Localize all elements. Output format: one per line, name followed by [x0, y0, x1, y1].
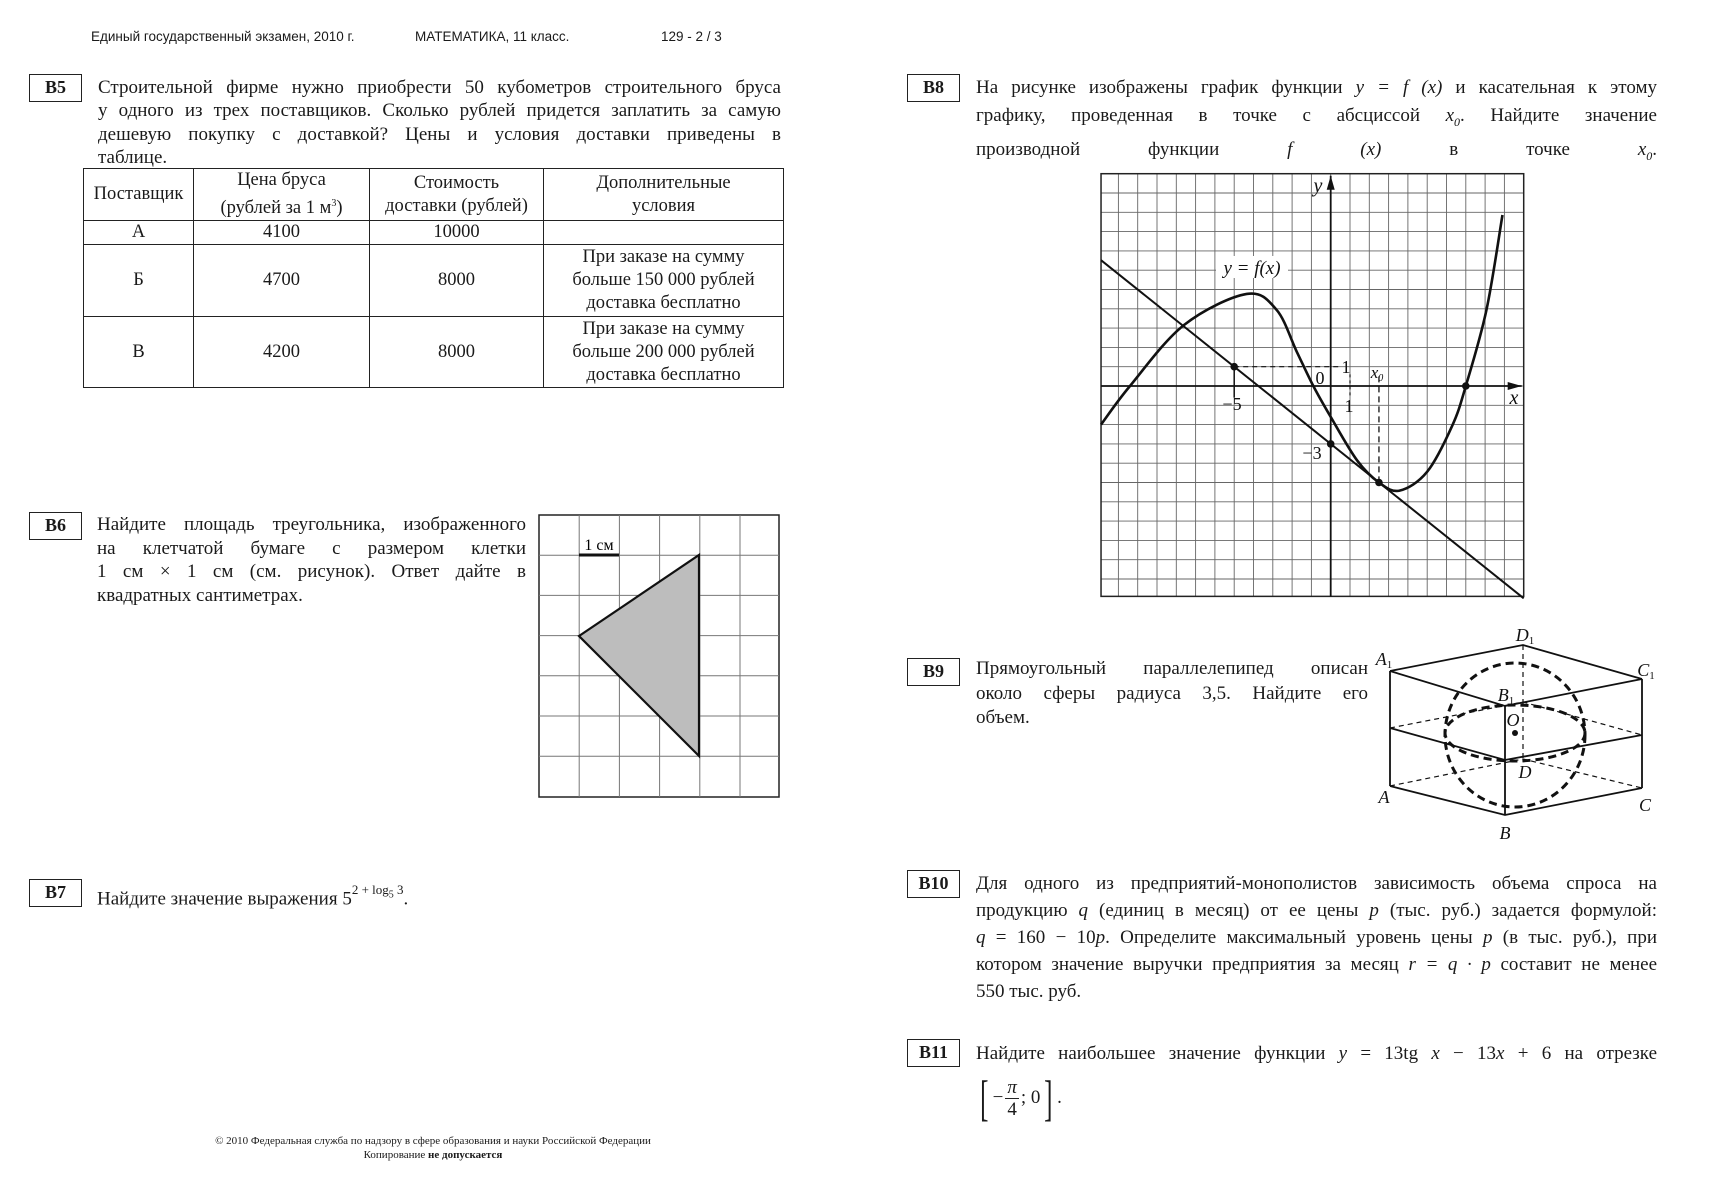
- text-segment: (в тыс. руб.), при: [1492, 927, 1657, 948]
- header-delivery-line1: Стоимость: [413, 172, 500, 193]
- footer-copyright: © 2010 Федеральная служба по надзору в сфере образования и науки Российской Федерации: [215, 1135, 651, 1147]
- text-segment: = 160 − 10: [985, 927, 1096, 948]
- vertex-label-c: C: [1638, 795, 1652, 815]
- text-segment: = 13tg: [1347, 1043, 1432, 1064]
- vertex-label-d1: [1515, 625, 1535, 647]
- text-segment: в точке: [1381, 138, 1638, 160]
- header-price-line1: Цена бруса: [237, 170, 326, 190]
- vertex-letter: D: [1515, 625, 1529, 645]
- text-segment: графику, проведенная в точке с абсциссой: [976, 104, 1446, 126]
- box-edges: [1390, 645, 1642, 815]
- x0-label-main: x: [1370, 363, 1379, 382]
- condition-line: больше 150 000 рублей: [572, 270, 755, 291]
- text-segment: .: [1652, 138, 1657, 160]
- text-segment: у одного из трех поставщиков. Сколько рублей придется заплатить за самую: [98, 100, 781, 122]
- text-segment: На рисунке изображены график функции: [976, 77, 1356, 98]
- b7-base: 5: [342, 888, 352, 910]
- math-expression: $x_0$: [1637, 138, 1653, 163]
- vertex-sub: 1: [1528, 635, 1535, 647]
- scale-label: 1 см: [584, 537, 614, 554]
- question-label-b6: B6: [29, 512, 82, 540]
- question-label-b7: B7: [29, 879, 82, 907]
- text-line: [976, 897, 1657, 924]
- vertex-sub: 1: [1508, 695, 1515, 707]
- cell-supplier: В: [84, 317, 194, 388]
- text-segment: дешевую покупку с доставкой? Цены и условия доставки приведены в: [98, 123, 781, 145]
- question-label-b11: B11: [907, 1039, 960, 1067]
- text-segment: Найдите площадь треугольника, изображенного: [97, 514, 526, 535]
- tick-label-x1: 1: [1344, 396, 1354, 416]
- tick-label-minus5: −5: [1222, 394, 1242, 414]
- header-delivery-line2: доставки (рублей): [385, 195, 528, 216]
- text-segment: − 13: [1439, 1043, 1497, 1064]
- question-label-b10: B10: [907, 870, 960, 898]
- vertex-sub: 1: [1649, 670, 1655, 682]
- text-line: [976, 978, 1657, 1005]
- condition-line: При заказе на сумму: [582, 318, 745, 339]
- text-segment: Прямоугольный параллелепипед описан: [976, 658, 1368, 679]
- text-segment: . Найдите значение: [1460, 104, 1657, 126]
- vertex-letter: C: [1637, 660, 1650, 680]
- vertex-label-a: A: [1378, 787, 1390, 807]
- cell-price: 4700: [194, 245, 370, 317]
- header-conditions-line2: условия: [631, 195, 696, 216]
- vertex-letter: B: [1497, 685, 1509, 705]
- b11-separator: ; 0: [1020, 1087, 1041, 1108]
- math-expression: y: [1338, 1043, 1348, 1064]
- footer-notice: [169, 1149, 697, 1161]
- header-price-close: ): [336, 198, 343, 219]
- math-expression: r = q · p: [1408, 954, 1491, 975]
- b11-period: .: [1057, 1087, 1062, 1108]
- math-expression: p: [1482, 927, 1493, 948]
- b11-minus: −: [992, 1087, 1004, 1108]
- text-segment: продукцию: [976, 900, 1079, 921]
- text-segment: . Определите максимальный уровень цены: [1105, 927, 1483, 948]
- math-expression: x: [1431, 1043, 1440, 1064]
- b11-numerator: π: [1007, 1076, 1017, 1098]
- footer-notice-bold: не допускается: [428, 1149, 503, 1161]
- math-expression: p: [1095, 927, 1106, 948]
- question-label-b8: B8: [907, 74, 960, 102]
- text-segment: производной функции: [976, 138, 1288, 160]
- condition-line: При заказе на сумму: [582, 247, 745, 268]
- header-page: 129 - 2 / 3: [661, 29, 722, 44]
- b7-log-base: 5: [388, 889, 394, 901]
- math-expression: p: [1369, 900, 1379, 921]
- question-text-b10: [976, 870, 1657, 1005]
- vertex-label-a1: [1375, 649, 1393, 671]
- text-segment: 550 тыс. руб.: [976, 981, 1082, 1002]
- vertex-letter: A: [1375, 649, 1387, 669]
- condition-line: больше 200 000 рублей: [572, 341, 755, 362]
- text-segment: (единиц в месяц) от ее цены: [1088, 900, 1370, 921]
- vertex-label-c1: [1637, 660, 1655, 682]
- left-bracket: [: [980, 1070, 989, 1126]
- math-expression: f (x): [1287, 138, 1382, 160]
- right-bracket: ]: [1044, 1070, 1053, 1126]
- cell-delivery: 8000: [370, 245, 544, 317]
- text-segment: котором значение выручки предприятия за месяц: [976, 954, 1409, 975]
- cell-price: 4100: [194, 221, 370, 245]
- math-expression: y = f (x): [1355, 77, 1443, 98]
- y-axis-label: y: [1313, 175, 1323, 197]
- text-segment: и касательная к этому: [1442, 77, 1657, 98]
- condition-line: доставка бесплатно: [586, 364, 741, 385]
- text-segment: таблице.: [98, 146, 168, 168]
- vertex-label-b: B: [1499, 823, 1511, 843]
- question-label-b5: B5: [29, 74, 82, 102]
- text-segment: квадратных сантиметрах.: [97, 585, 303, 607]
- tick-label-minus3: −3: [1302, 443, 1322, 463]
- text-segment: 1 см × 1 см (см. рисунок). Ответ дайте в: [97, 561, 526, 583]
- text-segment: объем.: [976, 707, 1030, 728]
- header-price-sup: 3: [331, 198, 337, 209]
- b11-denominator: 4: [1007, 1098, 1017, 1120]
- text-line: [976, 924, 1657, 951]
- cell-delivery: 8000: [370, 317, 544, 388]
- math-expression: q: [976, 927, 986, 948]
- text-segment: на клетчатой бумаге с размером клетки: [97, 537, 526, 559]
- b7-log-arg: 3: [393, 882, 404, 897]
- text-line: [976, 951, 1657, 978]
- x-axis-label: x: [1509, 387, 1519, 409]
- question-label-b9: B9: [907, 658, 960, 686]
- condition-line: доставка бесплатно: [586, 293, 741, 314]
- text-segment: Строительной фирме нужно приобрести 50 кубометров строительного бруса: [98, 77, 781, 98]
- footer-notice-text: Копирование: [363, 1149, 429, 1161]
- b7-exponent: 2 + log: [351, 882, 389, 897]
- text-segment: + 6 на отрезке: [1504, 1043, 1657, 1064]
- math-expression: q: [1078, 900, 1089, 921]
- vertex-sub: 1: [1386, 659, 1393, 671]
- text-segment: (тыс. руб.) задается формулой:: [1378, 900, 1657, 921]
- text-segment: Для одного из предприятий-монополистов зависимость объема спроса на: [976, 873, 1657, 894]
- text-segment: около сферы радиуса 3,5. Найдите его: [976, 682, 1368, 704]
- vertex-label-b1: [1498, 685, 1515, 707]
- text-segment: Найдите наибольшее значение функции: [976, 1043, 1339, 1064]
- header-price-line2: (рублей за 1 м: [220, 198, 332, 219]
- header-exam: Единый государственный экзамен, 2010 г.: [91, 29, 355, 44]
- tick-label-y1: 1: [1341, 357, 1351, 377]
- question-text-b11: [976, 1040, 1657, 1067]
- curve-label: y = f(x): [1223, 258, 1281, 279]
- b11-fraction: [1005, 1077, 1019, 1120]
- cell-supplier: Б: [84, 245, 194, 317]
- sphere-center-point: [1512, 730, 1518, 736]
- b7-period: .: [403, 888, 409, 910]
- text-line: [976, 870, 1657, 897]
- cell-supplier: А: [84, 221, 194, 245]
- origin-label: 0: [1315, 368, 1325, 388]
- math-expression: $x_0$: [1445, 104, 1461, 129]
- math-subscript: 0: [1454, 114, 1461, 129]
- text-segment: составит не менее: [1490, 954, 1658, 975]
- b7-text: Найдите значение выражения: [97, 888, 343, 910]
- header-supplier: Поставщик: [84, 169, 194, 221]
- cell-delivery: 10000: [370, 221, 544, 245]
- center-label-o: O: [1506, 710, 1520, 730]
- text-line: [976, 1040, 1657, 1067]
- cell-price: 4200: [194, 317, 370, 388]
- b11-interval: [976, 1070, 1062, 1126]
- math-expression: x: [1496, 1043, 1505, 1064]
- header-conditions-line1: Дополнительные: [596, 172, 731, 193]
- vertex-label-d: D: [1518, 762, 1532, 782]
- math-subscript: 0: [1646, 148, 1653, 163]
- x0-label-sub: 0: [1378, 373, 1384, 384]
- header-subject: МАТЕМАТИКА, 11 класс.: [415, 29, 570, 44]
